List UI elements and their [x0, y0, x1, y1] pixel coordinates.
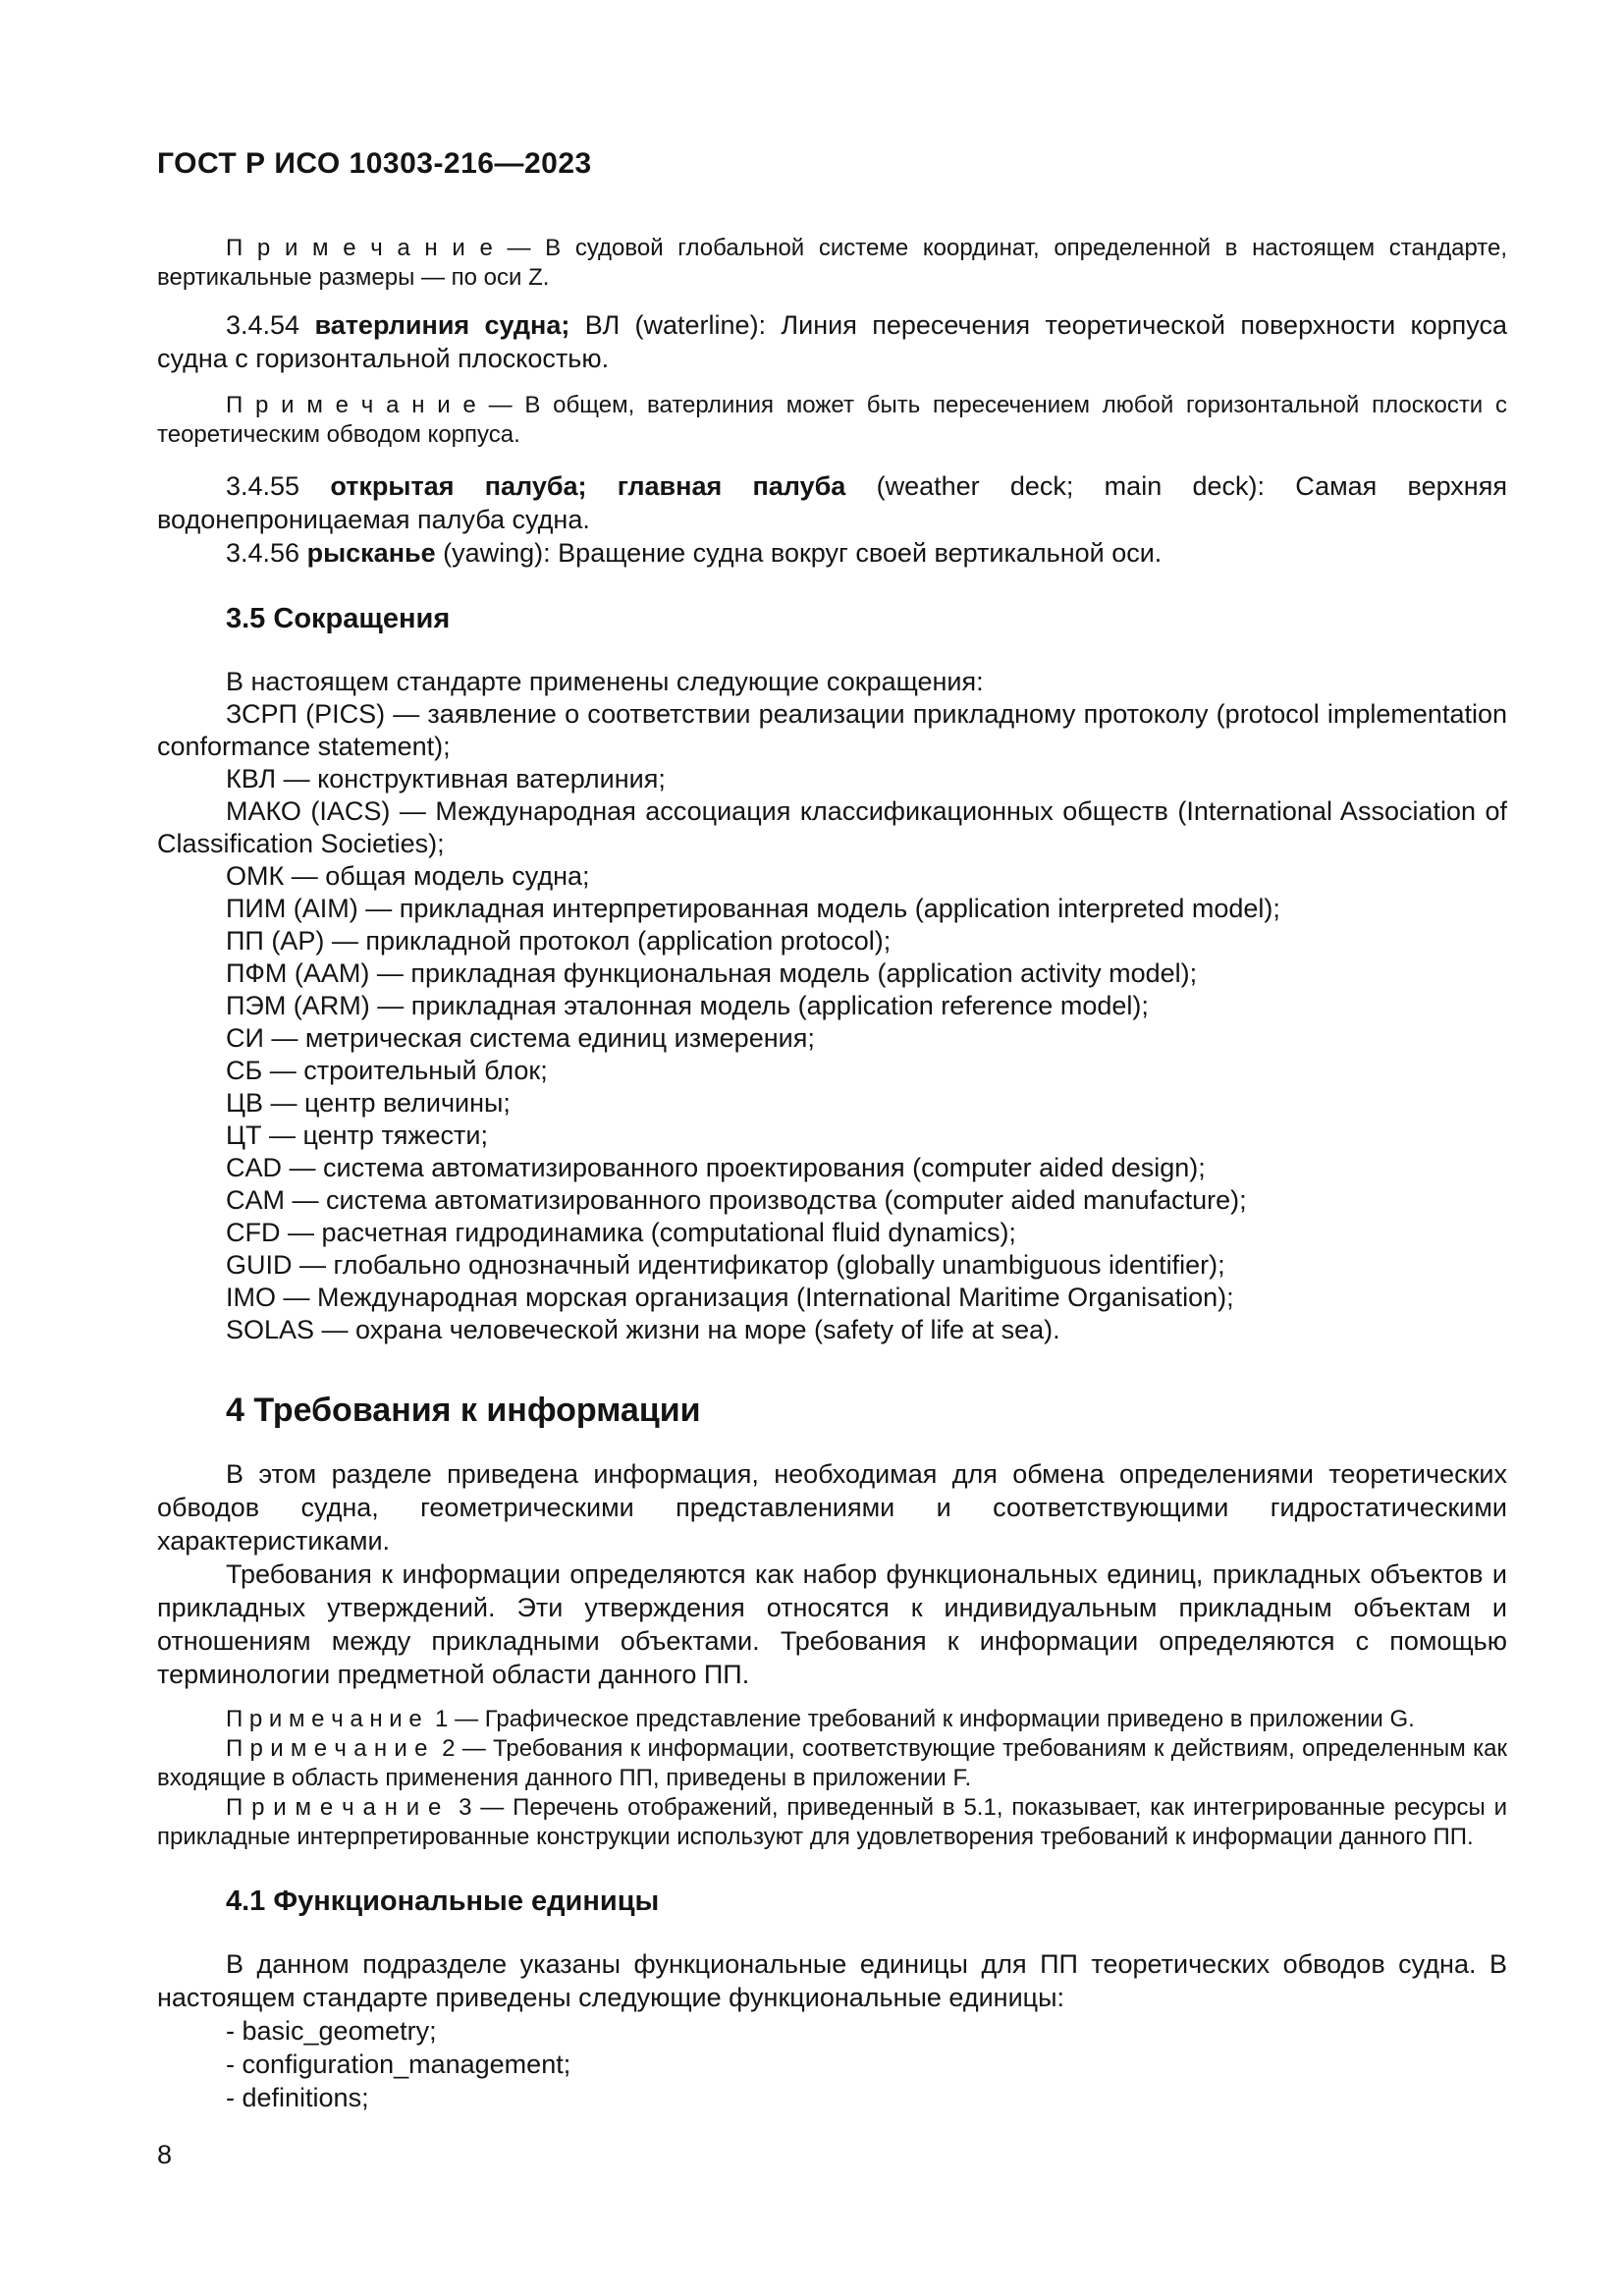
functional-units-paragraph: В данном подразделе указаны функциональные единицы для ПП теоретических обводов судна. В настоящем стандарте приведены следующие функциональные единицы: [157, 1949, 1507, 2012]
note-label: П р и м е ч а н и е 1 [226, 1706, 456, 1732]
info-note-3 [157, 1793, 1507, 1852]
abbreviation-item: ПФМ (AAM) — прикладная функциональная модель (application activity model); [226, 958, 1198, 988]
abbreviation-item: ПИМ (AIM) — прикладная интерпретированная модель (application interpreted model); [226, 894, 1280, 923]
functional-unit-item: - basic_geometry; [226, 2016, 437, 2046]
note-label: П р и м е ч а н и е 3 [226, 1794, 481, 1821]
term-number: 3.4.56 [226, 538, 300, 568]
document-code-header: ГОСТ Р ИСО 10303-216—2023 [157, 147, 592, 180]
note-label: П р и м е ч а н и е [226, 235, 508, 261]
functional-unit-item: - definitions; [226, 2083, 369, 2112]
info-requirements-paragraph-2: Требования к информации определяются как набор функциональных единиц, прикладных объектов и прикладных утверждений. Эти утверждения относятся к индивидуальным прикладным объектам и отношениям между прикладными объектами. Требования к информации определяются с помощью терминологии предметной области данного ПП. [157, 1559, 1507, 1689]
abbreviations-intro: В настоящем стандарте применены следующие сокращения: [226, 667, 984, 696]
abbreviation-item: IMO — Международная морская организация (International Maritime Organisation); [226, 1283, 1234, 1312]
term-definition: ВЛ (waterline): Линия пересечения теоретической поверхности корпуса судна с горизонтальной плоскостью. [157, 310, 1507, 373]
note-label: П р и м е ч а н и е 2 [226, 1735, 462, 1762]
term-3-4-55-weather-deck [157, 469, 1507, 536]
info-note-2 [157, 1734, 1507, 1793]
note-text: — Графическое представление требований к информации приведено в приложении G. [455, 1706, 1415, 1732]
term-definition: (yawing): Вращение судна вокруг своей вертикальной оси. [443, 538, 1163, 568]
abbreviation-item: ЦВ — центр величины; [226, 1088, 511, 1118]
term-number: 3.4.55 [226, 471, 300, 501]
term-number: 3.4.54 [226, 310, 300, 340]
note-text: — В судовой глобальной системе координат, определенной в настоящем стандарте, вертикальные размеры — по оси Z. [157, 235, 1507, 291]
section-3-5-heading: 3.5 Сокращения [226, 603, 451, 634]
info-note-1 [157, 1705, 1507, 1734]
abbreviation-item: GUID — глобально однозначный идентификатор (globally unambiguous identifier); [226, 1250, 1225, 1280]
abbreviation-item: ЦТ — центр тяжести; [226, 1121, 488, 1150]
document-content [157, 234, 1507, 2170]
term-3-4-56-yawing [157, 536, 1507, 570]
abbreviation-item: SOLAS — охрана человеческой жизни на море (safety of life at sea). [226, 1315, 1060, 1344]
abbreviation-item: СБ — строительный блок; [226, 1056, 548, 1085]
term-name: открытая палуба; главная палуба [330, 471, 846, 501]
term-definition: (weather deck; main deck): Самая верхняя водонепроницаемая палуба судна. [157, 471, 1507, 534]
note-text: — В общем, ватерлиния может быть пересечением любой горизонтальной плоскости с теоретическим обводом корпуса. [157, 392, 1507, 448]
abbreviation-item: СИ — метрическая система единиц измерения; [226, 1023, 815, 1053]
abbreviation-item: CAD — система автоматизированного проектирования (computer aided design); [226, 1153, 1206, 1182]
page-number: 8 [157, 2140, 173, 2169]
abbreviation-item: CFD — расчетная гидродинамика (computational fluid dynamics); [226, 1218, 1016, 1247]
note-ship-coordinate-system [157, 234, 1507, 293]
abbreviation-item: CAM — система автоматизированного производства (computer aided manufacture); [226, 1185, 1247, 1215]
abbreviation-item: ЗСРП (PICS) — заявление о соответствии реализации прикладному протоколу (protocol implementation conformance statement); [157, 699, 1507, 761]
abbreviation-item: ОМК — общая модель судна; [226, 861, 590, 891]
info-requirements-notes [157, 1705, 1507, 1852]
section-4-heading: 4 Требования к информации [226, 1392, 701, 1429]
abbreviation-item: ПП (AP) — прикладной протокол (application protocol); [226, 926, 892, 956]
functional-unit-item: - configuration_management; [226, 2050, 571, 2079]
abbreviation-item: КВЛ — конструктивная ватерлиния; [226, 764, 666, 793]
abbreviation-item: МАКО (IACS) — Международная ассоциация классификационных обществ (International Association of Classification Societies); [157, 796, 1507, 858]
note-text: — Перечень отображений, приведенный в 5.1, показывает, как интегрированные ресурсы и прикладные интерпретированные конструкции используют для удовлетворения требований к информации данного ПП. [157, 1794, 1507, 1850]
abbreviation-item: ПЭМ (ARM) — прикладная эталонная модель (application reference model); [226, 991, 1149, 1020]
note-waterline-general [157, 391, 1507, 450]
term-name: рысканье [306, 538, 436, 568]
term-3-4-54-waterline [157, 308, 1507, 375]
term-name: ватерлиния судна; [314, 310, 570, 340]
note-label: П р и м е ч а н и е [226, 392, 489, 418]
info-requirements-paragraph-1: В этом разделе приведена информация, необходимая для обмена определениями теоретических обводов судна, геометрическими представлениями и соответствующими гидростатическими характеристиками. [157, 1459, 1507, 1556]
section-4-1-heading: 4.1 Функциональные единицы [226, 1886, 660, 1917]
note-text: — Требования к информации, соответствующие требованиям к действиям, определенным как входящие в область применения данного ПП, приведены в приложении F. [157, 1735, 1507, 1791]
